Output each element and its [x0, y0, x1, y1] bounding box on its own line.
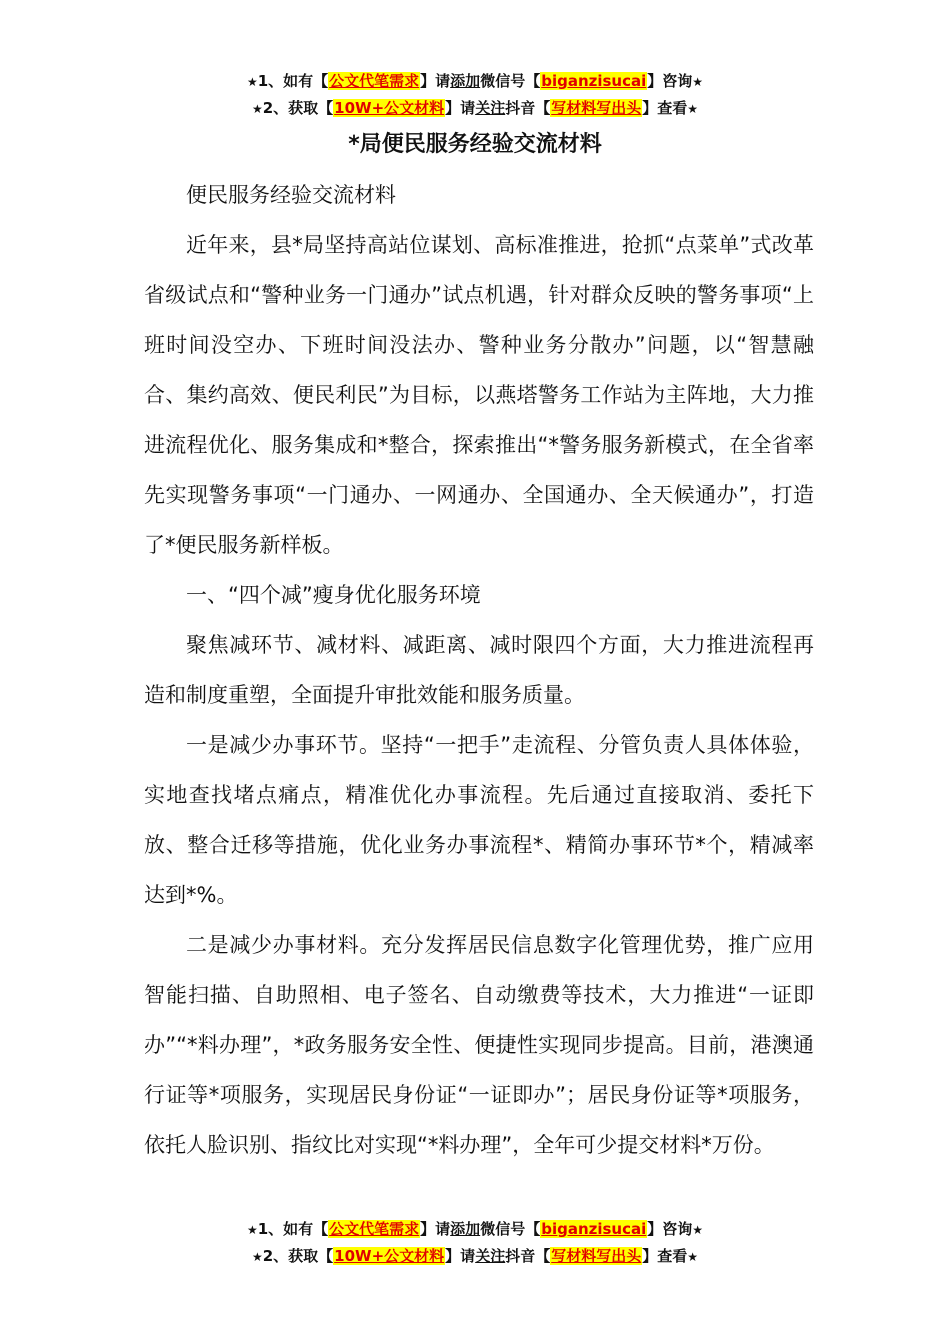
promo-text: 1、如有【: [257, 1220, 329, 1238]
promo-underlined: 添加: [450, 72, 481, 90]
star-icon: ★: [251, 102, 263, 116]
promo-text: 2、获取【: [262, 1247, 334, 1265]
promo-highlight: 10W+公文材料: [334, 1247, 445, 1265]
promo-text: 】请: [420, 1220, 451, 1238]
promo-text: 】请: [420, 72, 451, 90]
star-icon: ★: [692, 1223, 704, 1237]
body-paragraph: 二是减少办事材料。充分发挥居民信息数字化管理优势，推广应用智能扫描、自助照相、电子签名、自动缴费等技术，大力推进“一证即办”“*料办理”，*政务服务安全性、便捷性实现同步提高。目前，港澳通行证等*项服务，实现居民身份证“一证即办”；居民身份证等*项服务，依托人脸识别、指纹比对实现“*料办理”，全年可少提交材料*万份。: [144, 933, 814, 1157]
promo-highlight: 公文代笔需求: [329, 72, 420, 90]
star-icon: ★: [246, 1223, 258, 1237]
document-body: [144, 170, 814, 1170]
promo-text: 微信号【: [480, 1220, 541, 1238]
promo-text: 抖音【: [505, 1247, 551, 1265]
intro-paragraph: 近年来，县*局坚持高站位谋划、高标准推进，抢抓“点菜单”式改革省级试点和“警种业务一门通办”试点机遇，针对群众反映的警务事项“上班时间没空办、下班时间没法办、警种业务分散办”问题，以“智慧融合、集约高效、便民利民”为目标，以燕塔警务工作站为主阵地，大力推进流程优化、服务集成和*整合，探索推出“*警务服务新模式，在全省率先实现警务事项“一门通办、一网通办、全国通办、全天候通办”，打造了*便民服务新样板。: [144, 233, 814, 557]
promo-banner-bottom: [0, 1216, 950, 1270]
section-heading: 一、“四个减”瘦身优化服务环境: [186, 583, 481, 607]
star-icon: ★: [246, 75, 258, 89]
promo-line-2: [0, 95, 950, 122]
body-paragraph: 一是减少办事环节。坚持“一把手”走流程、分管负责人具体体验，实地查找堵点痛点，精准优化办事流程。先后通过直接取消、委托下放、整合迁移等措施，优化业务办事流程*、精简办事环节*个，精减率达到*%。: [144, 733, 814, 907]
promo-line-2: [0, 1243, 950, 1270]
star-icon: ★: [687, 1250, 699, 1264]
promo-text: 微信号【: [480, 72, 541, 90]
promo-text: 】查看: [642, 1247, 688, 1265]
promo-highlight: 10W+公文材料: [334, 99, 445, 117]
subtitle-paragraph: 便民服务经验交流材料: [186, 183, 396, 207]
star-icon: ★: [687, 102, 699, 116]
promo-text: 】咨询: [647, 72, 693, 90]
promo-highlight: biganzisucai: [541, 72, 647, 90]
promo-highlight: 公文代笔需求: [329, 1220, 420, 1238]
promo-banner-top: [0, 68, 950, 122]
star-icon: ★: [251, 1250, 263, 1264]
promo-line-1: [0, 1216, 950, 1243]
promo-text: 2、获取【: [262, 99, 334, 117]
promo-underlined: 添加: [450, 1220, 481, 1238]
promo-text: 1、如有【: [257, 72, 329, 90]
promo-text: 】查看: [642, 99, 688, 117]
star-icon: ★: [692, 75, 704, 89]
promo-text: 】咨询: [647, 1220, 693, 1238]
promo-underlined: 关注: [475, 99, 506, 117]
promo-text: 】请: [445, 99, 476, 117]
promo-line-1: [0, 68, 950, 95]
promo-text: 】请: [445, 1247, 476, 1265]
promo-text: 抖音【: [505, 99, 551, 117]
promo-highlight: 写材料写出头: [551, 99, 642, 117]
body-paragraph: 聚焦减环节、减材料、减距离、减时限四个方面，大力推进流程再造和制度重塑，全面提升审批效能和服务质量。: [144, 633, 814, 707]
promo-highlight: 写材料写出头: [551, 1247, 642, 1265]
promo-underlined: 关注: [475, 1247, 506, 1265]
promo-highlight: biganzisucai: [541, 1220, 647, 1238]
document-title: *局便民服务经验交流材料: [348, 132, 602, 157]
